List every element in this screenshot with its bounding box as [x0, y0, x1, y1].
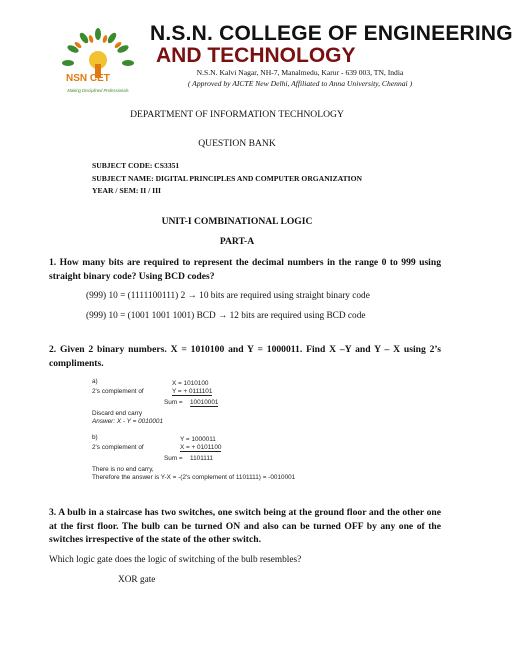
part-b-y: Y = 1000011 — [180, 436, 216, 443]
subject-code: SUBJECT CODE: CS3351 — [92, 161, 180, 170]
part-b-sum: 1101111 — [190, 455, 213, 462]
answer-3: XOR gate — [118, 575, 156, 585]
subject-name: SUBJECT NAME: DIGITAL PRINCIPLES AND COMPUTER ORGANIZATION — [92, 174, 363, 183]
part-b-answer: Therefore the answer is Y-X = -(2's complement of 1101111) = -0010001 — [92, 474, 296, 481]
page-title: QUESTION BANK — [198, 138, 276, 149]
college-logo-icon — [62, 26, 134, 98]
part-b-comp-label: 2's complement of — [92, 444, 144, 451]
part-a-label: a) — [92, 378, 98, 385]
part-a-x: X = 1010100 — [172, 380, 209, 387]
logo-tagline: Making Disciplined Professionals — [67, 88, 129, 93]
question-3-which: Which logic gate does the logic of switching of the bulb resembles? — [49, 555, 302, 565]
worked-example — [92, 378, 402, 498]
part-b-note: There is no end carry, — [92, 466, 154, 473]
question-2: 2. Given 2 binary numbers. X = 1010100 and Y = 1000011. Find X –Y and Y – X using 2’s compliments. — [49, 344, 441, 369]
college-address: N.S.N. Kalvi Nagar, NH-7, Manalmedu, Karur - 639 003, TN, India — [196, 68, 404, 77]
answer-1-bcd: (999) 10 = (1001 1001 1001) BCD → 12 bits are required using BCD code — [86, 311, 366, 321]
part-a-answer: Answer: X - Y = 0010001 — [92, 418, 163, 425]
part-b-sum-label: Sum = — [164, 455, 183, 462]
college-name-line2: AND TECHNOLOGY — [156, 44, 356, 67]
logo-text: NSN CET — [66, 73, 110, 84]
part-heading: PART-A — [219, 236, 255, 247]
year-semester: YEAR / SEM: II / III — [92, 186, 161, 195]
college-name-line1: N.S.N. COLLEGE OF ENGINEERING — [150, 22, 513, 45]
question-3: 3. A bulb in a staircase has two switches, one switch being at the ground floor and the other one at the first floor. The bulb can be turned ON and also can be turned OFF by any one of the switches irrespective of the state of the other switch. — [49, 507, 441, 545]
part-a-note: Discard end carry — [92, 410, 143, 417]
department-heading: DEPARTMENT OF INFORMATION TECHNOLOGY — [130, 109, 344, 120]
part-a-sum: 10010001 — [190, 399, 219, 406]
answer-1-binary: (999) 10 = (1111100111) 2 → 10 bits are required using straight binary code — [86, 291, 370, 301]
college-approval: ( Approved by AICTE New Delhi, Affiliated to Anna University, Chennai ) — [187, 79, 413, 88]
part-a-comp-label: 2's complement of — [92, 388, 144, 395]
part-b-comp: X = + 0101100 — [180, 444, 222, 451]
part-a-comp: Y = + 0111101 — [172, 388, 213, 395]
part-a-sum-label: Sum = — [164, 399, 183, 406]
unit-heading: UNIT-I COMBINATIONAL LOGIC — [161, 216, 313, 227]
question-1: 1. How many bits are required to represent the decimal numbers in the range 0 to 999 using straight binary code? Using BCD codes? — [49, 257, 441, 282]
part-b-label: b) — [92, 434, 98, 441]
